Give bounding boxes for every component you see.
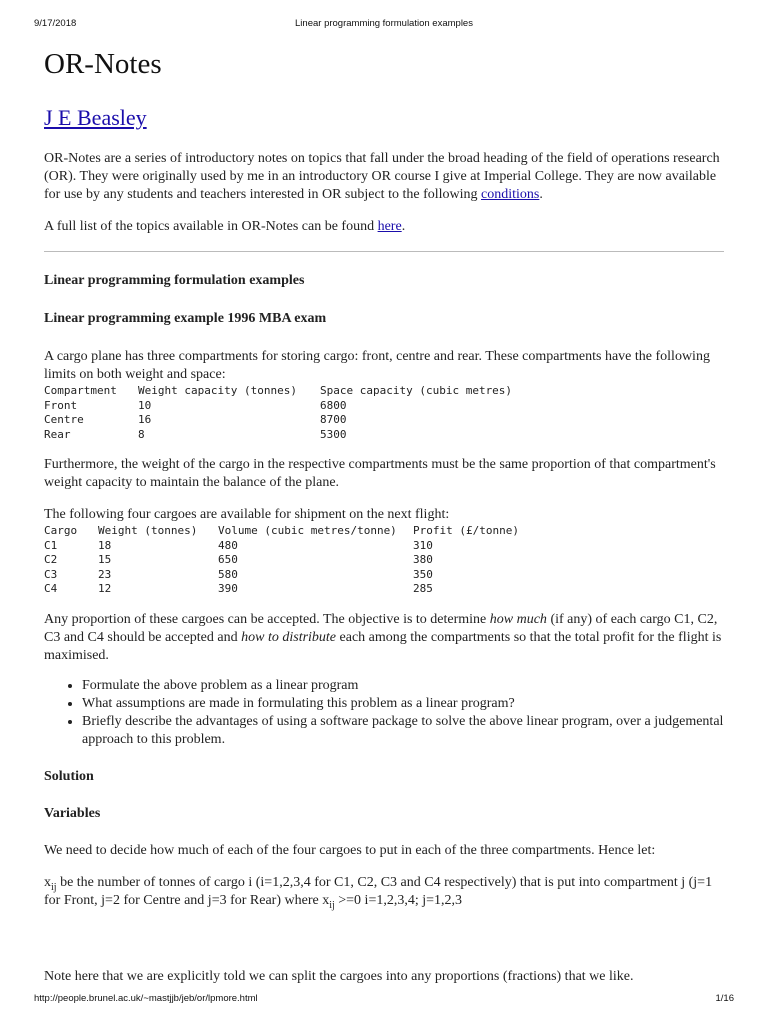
cargo-plane-paragraph: A cargo plane has three compartments for storing cargo: front, centre and rear. These compartments have the following limits on both weight and space: xyxy=(44,349,710,382)
table-cell: 23 xyxy=(98,567,112,581)
table-row xyxy=(44,568,519,583)
table-row xyxy=(44,413,512,428)
question-list xyxy=(44,677,724,749)
author-heading xyxy=(44,104,724,132)
table-header-cell: Profit (£/tonne) xyxy=(413,524,519,537)
here-link[interactable]: here xyxy=(377,219,402,234)
table-header-cell: Volume (cubic metres/tonne) xyxy=(218,524,397,537)
table-row xyxy=(44,428,512,443)
print-footer xyxy=(34,993,734,1007)
table-header-cell: Weight (tonnes) xyxy=(98,524,198,537)
cargo-table xyxy=(44,524,519,597)
decision-paragraph: We need to decide how much of each of the four cargoes to put in each of the three compartments. Hence let: xyxy=(44,842,656,858)
table-header-row xyxy=(44,524,519,539)
table-cell: 8700 xyxy=(320,413,347,426)
table-cell: 5300 xyxy=(320,427,347,441)
table-cell: C4 xyxy=(44,582,58,595)
table-cell: 650 xyxy=(218,553,238,566)
table-row xyxy=(44,553,519,568)
document-content xyxy=(44,40,724,910)
topics-text: A full list of the topics available in OR-Notes can be found xyxy=(44,219,378,234)
table-cell: C1 xyxy=(44,538,58,552)
variable-text: be the number of tonnes of cargo i (i=1,2,3,4 for C1, C2, C3 and C4 respectively) that is put into compartment j (j=1 for Front, j=2 for Centre and j=3 for Rear) where xyxy=(44,874,713,908)
variable-subscript: ij xyxy=(51,881,57,893)
page-title: OR-Notes xyxy=(44,48,162,80)
table-cell: Front xyxy=(44,398,78,412)
table-cell: 480 xyxy=(218,538,238,552)
compartments-table xyxy=(44,384,512,442)
table-row xyxy=(44,582,519,597)
table-cell: 15 xyxy=(98,553,112,566)
table-cell: 310 xyxy=(413,538,433,552)
table-cell: 10 xyxy=(138,398,152,412)
intro-text-end: . xyxy=(539,187,543,202)
variable-symbol: x xyxy=(322,892,330,908)
print-header xyxy=(34,18,734,32)
intro-paragraph xyxy=(44,150,724,204)
list-item: • Formulate the above problem as a linear program xyxy=(82,677,724,695)
objective-paragraph xyxy=(44,611,724,665)
balance-paragraph: Furthermore, the weight of the cargo in the respective compartments must be the same proportion of that compartment's weight capacity to maintain the balance of the plane. xyxy=(44,457,716,490)
section-heading: Linear programming formulation examples xyxy=(44,273,305,288)
list-item: • Briefly describe the advantages of using a software package to solve the above linear program, over a judgemental approach to this problem. xyxy=(82,713,724,749)
emphasis-how-to-distribute: how to distribute xyxy=(241,629,337,645)
table-cell: 12 xyxy=(98,582,112,595)
objective-text: (if any) of each cargo C1, C2, C3 and C4 should be accepted and xyxy=(44,611,718,645)
emphasis-how-much: how much xyxy=(489,611,547,627)
variable-text: >=0 i=1,2,3,4; j=1,2,3 xyxy=(334,892,463,908)
conditions-link[interactable]: conditions xyxy=(481,187,540,202)
topics-text-end: . xyxy=(401,219,406,234)
intro-text: OR-Notes are a series of introductory notes on topics that fall under the broad heading of the field of operations research (OR). They were originally used by me in an introductory OR course I give at Imperial College. They are now available for use by any students and teachers interested in OR subject to the following xyxy=(44,151,720,202)
divider xyxy=(44,251,724,252)
table-cell: 8 xyxy=(138,427,145,441)
list-item: • What assumptions are made in formulating this problem as a linear program? xyxy=(82,695,724,713)
print-url: http://people.brunel.ac.uk/~mastjjb/jeb/or/lpmore.html xyxy=(34,993,258,1004)
table-cell: C3 xyxy=(44,567,58,581)
table-cell: 285 xyxy=(413,582,433,595)
objective-text: each among the compartments so that the total profit for the flight is maximised. xyxy=(44,629,722,663)
table-header-row xyxy=(44,384,512,399)
topics-paragraph xyxy=(44,218,724,236)
variable-subscript: ij xyxy=(329,899,335,911)
variable-symbol: x xyxy=(44,874,51,890)
table-cell: 350 xyxy=(413,567,433,581)
print-page-title: Linear programming formulation examples xyxy=(295,18,473,29)
print-date: 9/17/2018 xyxy=(34,18,77,29)
table-cell: 380 xyxy=(413,553,433,566)
table-row xyxy=(44,539,519,554)
table-cell: 580 xyxy=(218,567,238,581)
table-cell: Centre xyxy=(44,413,84,426)
cargoes-intro-paragraph: The following four cargoes are available for shipment on the next flight: xyxy=(44,507,450,522)
solution-heading: Solution xyxy=(44,768,94,784)
table-row xyxy=(44,399,512,414)
fractions-note: Note here that we are explicitly told we can split the cargoes into any proportions (fractions) that we like. xyxy=(44,969,634,984)
table-header-cell: Cargo xyxy=(44,524,78,537)
author-link[interactable]: J E Beasley xyxy=(44,105,147,130)
table-header-cell: Weight capacity (tonnes) xyxy=(138,384,297,397)
table-cell: C2 xyxy=(44,553,58,566)
table-cell: 16 xyxy=(138,413,152,426)
variables-heading: Variables xyxy=(44,805,101,821)
table-header-cell: Compartment xyxy=(44,384,117,397)
print-page-number: 1/16 xyxy=(715,993,734,1004)
table-cell: 390 xyxy=(218,582,238,595)
objective-text: Any proportion of these cargoes can be accepted. The objective is to determine xyxy=(44,611,490,627)
table-cell: 18 xyxy=(98,538,112,552)
variable-definition xyxy=(44,874,724,910)
table-header-cell: Space capacity (cubic metres) xyxy=(320,384,513,397)
table-cell: 6800 xyxy=(320,398,347,412)
table-cell: Rear xyxy=(44,427,71,441)
example-heading: Linear programming example 1996 MBA exam xyxy=(44,311,327,326)
